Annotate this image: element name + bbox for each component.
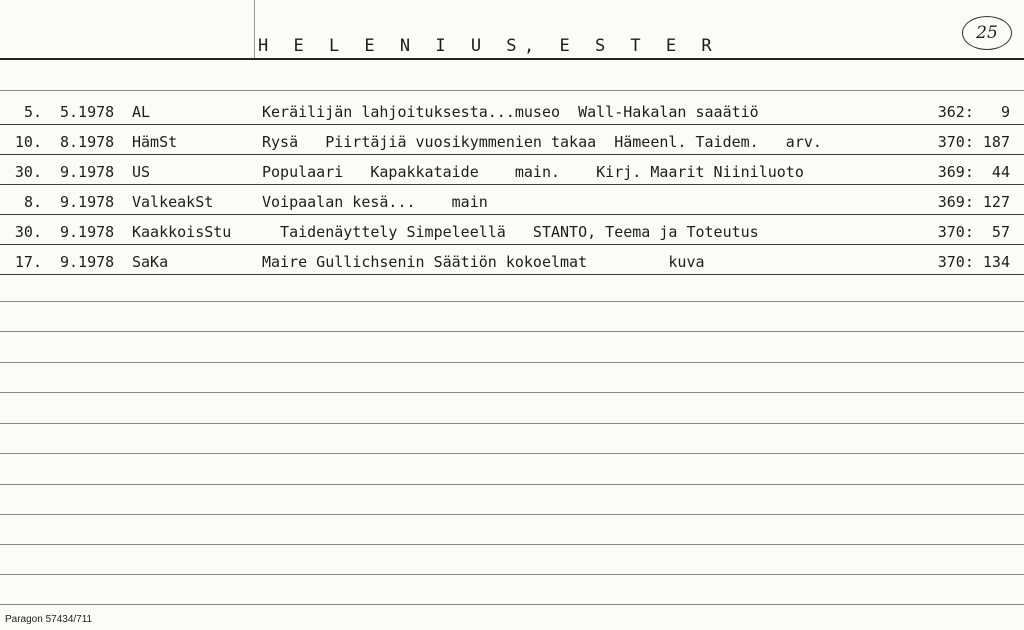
entry-row: [0, 156, 1024, 186]
row-rule: [0, 274, 1024, 275]
entry-reference: 362: 9: [937, 103, 1010, 121]
blank-rule: [0, 423, 1024, 424]
entry-day: 8.: [23, 193, 42, 211]
entry-date: 9.1978: [60, 223, 115, 241]
entry-description: Voipaalan kesä... main: [262, 193, 488, 211]
entry-reference: 369: 127: [937, 193, 1010, 211]
entry-source: ValkeakSt: [132, 193, 214, 211]
row-rule: [0, 184, 1024, 185]
row-rule: [0, 244, 1024, 245]
blank-rule: [0, 604, 1024, 605]
blank-rule: [0, 514, 1024, 515]
entry-row: [0, 126, 1024, 156]
entry-description: Rysä Piirtäjiä vuosikymmenien takaa Hämeenl. Taidem. arv.: [262, 133, 822, 151]
card-title: H E L E N I U S, E S T E R: [258, 36, 720, 56]
blank-rule: [0, 392, 1024, 393]
entry-source: SaKa: [132, 253, 169, 271]
entry-row: [0, 96, 1024, 126]
entry-description: Maire Gullichsenin Säätiön kokoelmat kuva: [262, 253, 705, 271]
entry-row: [0, 216, 1024, 246]
card-number-stamp: 25: [962, 16, 1012, 50]
column-mark: [254, 0, 255, 58]
row-rule: [0, 124, 1024, 125]
entry-date: 9.1978: [60, 253, 115, 271]
printer-mark: Paragon 57434/711: [5, 614, 93, 625]
entry-day: 17.: [14, 253, 42, 271]
entry-source: AL: [132, 103, 151, 121]
blank-rule: [0, 301, 1024, 302]
entry-row: [0, 186, 1024, 216]
entry-date: 5.1978: [60, 103, 115, 121]
row-rule: [0, 154, 1024, 155]
blank-rule: [0, 544, 1024, 545]
blank-rule: [0, 331, 1024, 332]
header-rule: [0, 58, 1024, 60]
entry-date: 8.1978: [60, 133, 115, 151]
entry-day: 10.: [14, 133, 42, 151]
entry-description: Populaari Kapakkataide main. Kirj. Maarit Niiniluoto: [262, 163, 804, 181]
entry-day: 5.: [23, 103, 42, 121]
entry-reference: 370: 187: [937, 133, 1010, 151]
entry-row: [0, 246, 1024, 276]
entry-description: Keräilijän lahjoituksesta...museo Wall-Hakalan saaätiö: [262, 103, 759, 121]
entry-day: 30.: [14, 223, 42, 241]
entry-source: HämSt: [132, 133, 178, 151]
row-rule: [0, 214, 1024, 215]
header-rule-secondary: [0, 90, 1024, 91]
blank-rule: [0, 574, 1024, 575]
entry-source: KaakkoisStu: [132, 223, 232, 241]
blank-rule: [0, 484, 1024, 485]
entry-reference: 370: 57: [937, 223, 1010, 241]
entry-description: Taidenäyttely Simpeleellä STANTO, Teema ja Toteutus: [262, 223, 759, 241]
entry-reference: 369: 44: [937, 163, 1010, 181]
blank-rule: [0, 362, 1024, 363]
blank-rule: [0, 453, 1024, 454]
entry-reference: 370: 134: [937, 253, 1010, 271]
entry-date: 9.1978: [60, 193, 115, 211]
entry-source: US: [132, 163, 151, 181]
entry-date: 9.1978: [60, 163, 115, 181]
entry-day: 30.: [14, 163, 42, 181]
